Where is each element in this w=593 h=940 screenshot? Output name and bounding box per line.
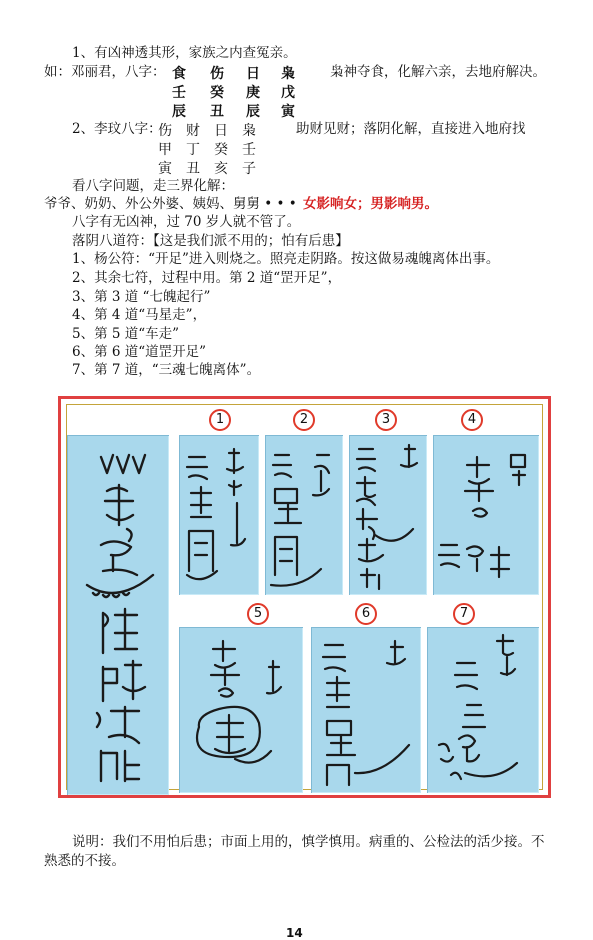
text-line-item-6: 6、第 6 道“道罡开足” — [72, 344, 207, 360]
bazi-cell: 癸 — [210, 85, 224, 101]
bazi-cell: 财 — [186, 123, 200, 139]
text-line-age: 八字有无凶神，过 70 岁人就不管了。 — [72, 214, 301, 230]
talisman-calligraphy — [67, 435, 169, 795]
bazi-cell: 食 — [172, 66, 186, 82]
talisman-calligraphy — [179, 435, 259, 595]
talisman-calligraphy — [179, 627, 303, 793]
talisman-calligraphy — [265, 435, 343, 595]
talisman-number-label: 7 — [453, 603, 475, 625]
bazi-li-row-2 — [156, 139, 266, 157]
bazi-cell: 戊 — [281, 85, 295, 101]
bazi-deng-row-3 — [170, 101, 310, 119]
bazi-cell: 辰 — [172, 104, 186, 120]
text-line-item-4: 4、第 4 道“马星走”， — [72, 307, 207, 323]
bazi-deng-row-1 — [170, 63, 310, 81]
talisman-calligraphy — [427, 627, 539, 793]
bazi-cell: 丁 — [186, 142, 200, 158]
text-line-eight-talismans: 落阴八道符：【这是我们派不用的；怕有后患】 — [72, 233, 349, 249]
text-line-relatives: 爷爷、奶奶、外公外婆、姨妈、舅舅 • • • — [44, 196, 297, 212]
bazi-cell: 伤 — [158, 123, 172, 139]
bazi-cell: 丑 — [210, 104, 224, 120]
talisman-number-label: 2 — [293, 409, 315, 431]
text-line-1: 1、有凶神透其形，家族之内查冤亲。 — [72, 45, 297, 61]
text-line-li-note: 助财见财；落阴化解，直接进入地府找 — [296, 121, 526, 137]
text-line-three-realms: 看八字问题，走三界化解： — [72, 178, 234, 194]
bazi-cell: 甲 — [158, 142, 172, 158]
talisman-2 — [265, 435, 343, 595]
talisman-number-label: 1 — [209, 409, 231, 431]
note-line-2: 熟悉的不接。 — [44, 853, 125, 869]
bazi-cell: 癸 — [214, 142, 228, 158]
talisman-calligraphy — [311, 627, 421, 793]
bazi-cell: 壬 — [242, 142, 256, 158]
bazi-cell: 庚 — [246, 85, 260, 101]
bazi-deng-row-2 — [170, 82, 310, 100]
bazi-cell: 壬 — [172, 85, 186, 101]
bazi-cell: 枭 — [242, 123, 256, 139]
text-line-item-1: 1、杨公符：“开足”进入则烧之。照亮走阴路。按这做易魂魄离体出事。 — [72, 251, 500, 267]
talisman-1 — [179, 435, 259, 595]
text-line-influence: 女影响女；男影响男。 — [303, 196, 438, 212]
text-line-item-7: 7、第 7 道，“三魂七魄离体”。 — [72, 362, 261, 378]
talisman-number-label: 6 — [355, 603, 377, 625]
talisman-figure — [58, 396, 551, 798]
text-line-li-intro: 2、李玟八字： — [72, 121, 162, 137]
bazi-cell: 丑 — [186, 161, 200, 177]
text-line-item-5: 5、第 5 道“车走” — [72, 326, 180, 342]
bazi-li-row-3 — [156, 158, 266, 176]
text-line-deng-intro: 如：邓丽君，八字： — [44, 64, 166, 80]
bazi-cell: 寅 — [281, 104, 295, 120]
talisman-6 — [311, 627, 421, 793]
bazi-cell: 枭 — [281, 66, 295, 82]
talisman-yang-gong — [67, 435, 169, 795]
bazi-cell: 日 — [214, 123, 228, 139]
talisman-7 — [427, 627, 539, 793]
bazi-cell: 伤 — [210, 66, 224, 82]
bazi-cell: 寅 — [158, 161, 172, 177]
text-line-item-2: 2、其余七符，过程中用。第 2 道“罡开足”， — [72, 270, 342, 286]
note-line-1: 说明：我们不用怕后患；市面上用的，慎学慎用。病重的、公检法的活少接。不 — [72, 834, 545, 850]
bazi-cell: 辰 — [246, 104, 260, 120]
talisman-5 — [179, 627, 303, 793]
talisman-3 — [349, 435, 427, 595]
bazi-cell: 日 — [246, 66, 260, 82]
text-line-item-3: 3、第 3 道 “七魄起行” — [72, 289, 211, 305]
bazi-li-row-1 — [156, 120, 266, 138]
bazi-cell: 子 — [242, 161, 256, 177]
talisman-4 — [433, 435, 539, 595]
talisman-number-label: 3 — [375, 409, 397, 431]
talisman-number-label: 4 — [461, 409, 483, 431]
text-line-deng-note: 枭神夺食，化解六亲，去地府解决。 — [330, 64, 546, 80]
page-number: 14 — [286, 926, 303, 940]
talisman-number-label: 5 — [247, 603, 269, 625]
bazi-cell: 亥 — [214, 161, 228, 177]
talisman-calligraphy — [349, 435, 427, 595]
talisman-calligraphy — [433, 435, 539, 595]
